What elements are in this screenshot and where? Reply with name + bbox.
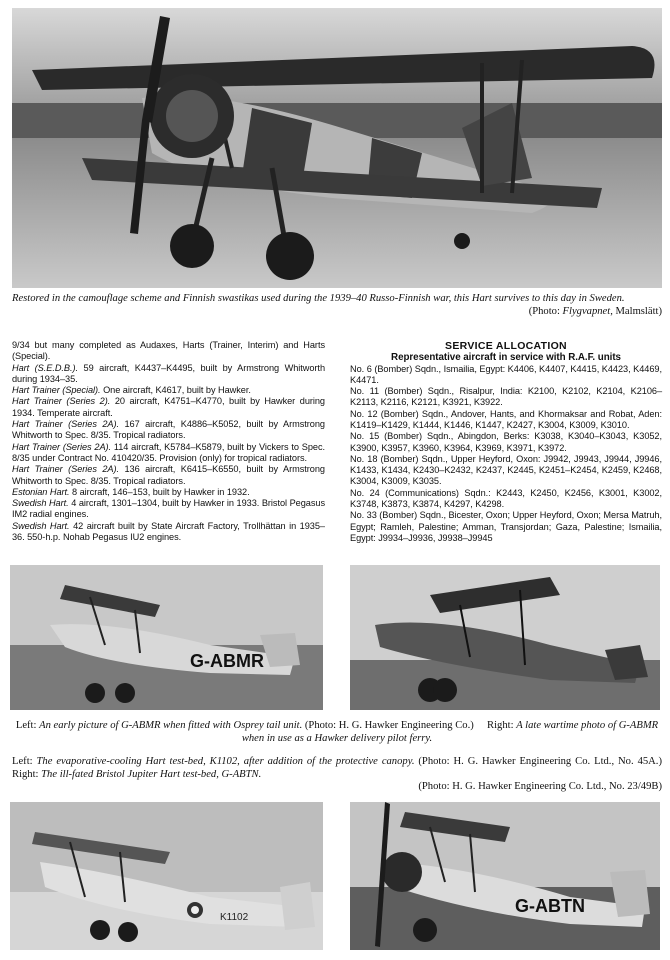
- caption-top-photo: [12, 293, 662, 318]
- production-entry: Swedish Hart. 42 aircraft built by State Aircraft Factory, Trollhättan in 1935–36. 550-h.p. Nohab Pegasus IU2 engines.: [12, 520, 325, 543]
- production-entry: Hart Trainer (Series 2A). 114 aircraft, K5784–K5879, built by Vickers to Spec. 8/35 under Contract No. 410420/35. Provision (only) for tropical radiators.: [12, 441, 325, 463]
- caption-top-text: Restored in the camouflage scheme and Finnish swastikas used during the 1939–40 Russo-Finnish war, this Hart survives to this day in Sweden.: [12, 293, 625, 304]
- biplane-illustration: [350, 802, 660, 950]
- section-subheading: Representative aircraft in service with R.A.F. units: [391, 352, 621, 363]
- biplane-illustration: [10, 565, 323, 710]
- production-entry: Hart Trainer (Series 2A). 167 aircraft, K4886–K5052, built by Armstrong Whitworth to Spec. 8/35. Tropical radiators.: [12, 419, 325, 441]
- production-entry: Hart Trainer (Series 2). 20 aircraft, K4751–K4770, built by Hawker during 1934. Temperate aircraft.: [12, 396, 325, 418]
- production-entry: Estonian Hart. 8 aircraft, 146–153, built by Hawker in 1932.: [12, 486, 250, 497]
- production-entry: Hart Trainer (Series 2A). 136 aircraft, K6415–K6550, built by Armstrong Whitworth to Spec. 8/35. Tropical radiators.: [12, 464, 325, 486]
- photo-g-abmr-wartime: [350, 565, 660, 710]
- biplane-illustration: [350, 565, 660, 710]
- photo-hart-finnish-camouflage: [12, 8, 662, 288]
- photo-g-abmr-osprey-tail: [10, 565, 323, 710]
- photo-g-abtn-jupiter-test-bed: [350, 802, 660, 950]
- production-list-column: [12, 340, 325, 543]
- photo-k1102-test-bed: [10, 802, 323, 950]
- biplane-illustration: [12, 8, 662, 288]
- aircraft-registration: G-ABMR: [190, 651, 264, 671]
- squadron-entry: No. 11 (Bomber) Sqdn., Risalpur, India: K2100, K2102, K2104, K2106–K2113, K2116, K2121, K3921, K3922.: [350, 386, 662, 408]
- squadron-entry: No. 24 (Communications) Sqdn.: K2443, K2450, K2456, K3001, K3002, K3748, K3873, K3874, K4297, K4298.: [350, 487, 662, 510]
- aircraft-registration: K1102: [220, 912, 249, 923]
- production-entry: Hart Trainer (Special). One aircraft, K4617, built by Hawker.: [12, 385, 251, 396]
- squadron-entry: No. 33 (Bomber) Sqdn., Bicester, Oxon; Upper Heyford, Oxon; Mersa Matruh, Egypt; Ramleh, Palestine; Amman, Transjordan; Gaza, Palestine; Ismailia, Egypt: J9934–J9936, J9938–J9945: [350, 510, 662, 543]
- production-intro: 9/34 but many completed as Audaxes, Harts (Trainer, Interim) and Harts (Special).: [12, 340, 325, 362]
- caption-middle-photos: Left: An early picture of G-ABMR when fitted with Osprey tail unit. (Photo: H. G. Hawker Engineering Co.) Right: A late wartime photo of G-ABMR when in use as a Hawker delivery pilot ferry.: [15, 720, 659, 744]
- caption-bottom-photos: Left: The evaporative-cooling Hart test-bed, K1102, after addition of the protective canopy. (Photo: H. G. Hawker Engineering Co. Ltd., No. 45A.) Right: The ill-fated Bristol Jupiter Hart test-bed, G-ABTN. (Photo: H. G. Hawker Engineering Co. Ltd., No. 23/49B): [12, 756, 662, 792]
- section-heading: SERVICE ALLOCATION: [445, 340, 567, 352]
- squadron-entry: No. 6 (Bomber) Sqdn., Ismailia, Egypt: K4406, K4407, K4415, K4423, K4469, K4471.: [350, 363, 662, 385]
- biplane-illustration: [10, 802, 323, 950]
- aircraft-registration: G-ABTN: [515, 896, 585, 916]
- squadron-entry: No. 12 (Bomber) Sqdn., Andover, Hants, and Khormaksar and Robat, Aden: K1419–K1429, K1444, K1446, K1447, K2427, K3004, K3009, K3010.: [350, 408, 662, 430]
- production-entry: Swedish Hart. 4 aircraft, 1301–1304, built by Hawker in 1933. Bristol Pegasus IM2 radial engines.: [12, 498, 325, 520]
- production-entry: Hart (S.E.D.B.). 59 aircraft, K4437–K4495, built by Armstrong Whitworth during 1934–35.: [12, 362, 325, 384]
- caption-top-credit: (Photo: Flygvapnet, Malmslätt): [528, 305, 662, 317]
- service-allocation-column: [350, 340, 662, 544]
- squadron-entry: No. 18 (Bomber) Sqdn., Upper Heyford, Oxon: J9942, J9943, J9944, J9946, K1433, K1434, K2430–K2432, K2437, K2445, K2451–K2454, K2459, K2468, K3004, K3009, K3035.: [350, 453, 662, 487]
- squadron-entry: No. 15 (Bomber) Sqdn., Abingdon, Berks: K3038, K3040–K3043, K3052, K3900, K3957, K3960, K3964, K3969, K3971, K3972.: [350, 431, 662, 453]
